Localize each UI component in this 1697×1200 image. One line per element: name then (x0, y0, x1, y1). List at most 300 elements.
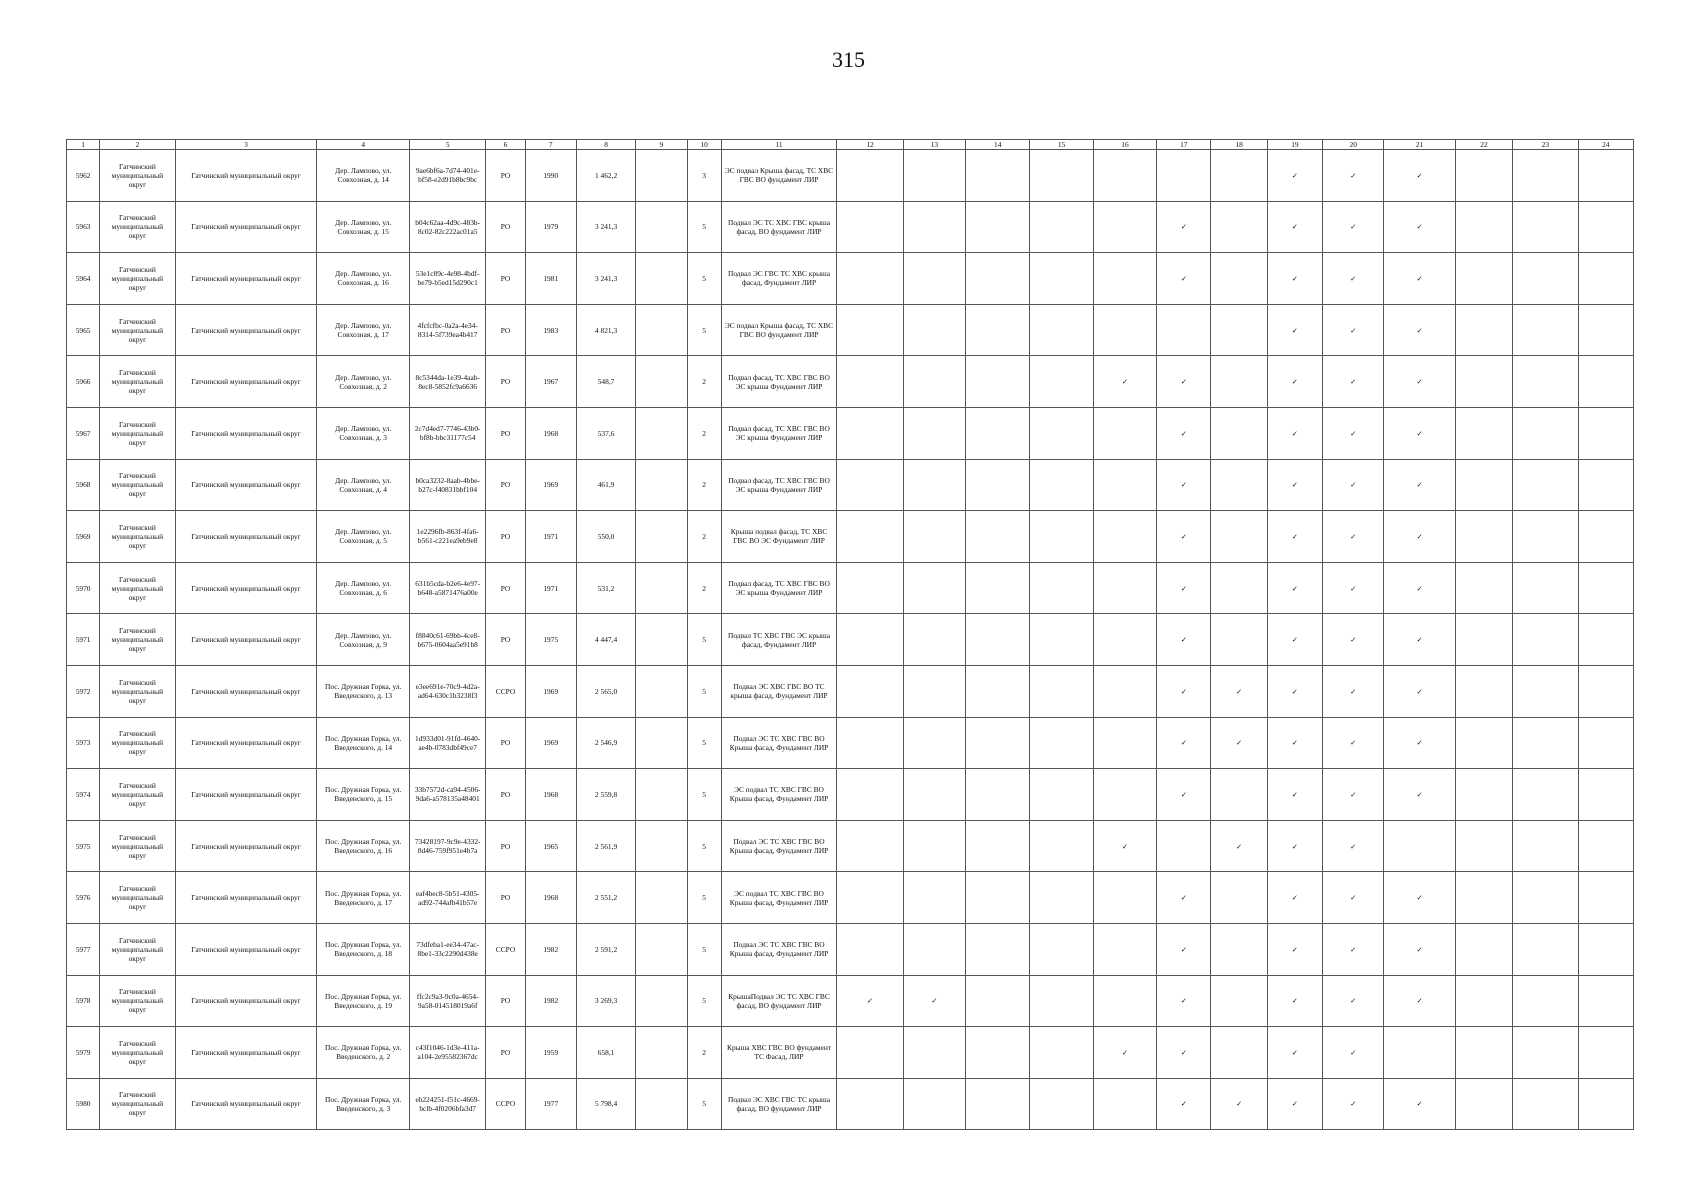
check-16: ✓ (1093, 820, 1156, 872)
col-15 (1030, 562, 1093, 614)
check-20: ✓ (1323, 923, 1384, 975)
floors: 5 (687, 872, 721, 924)
column-header-8: 8 (576, 140, 635, 150)
col-22 (1455, 304, 1512, 356)
area: 537,6 (576, 407, 635, 459)
check-18 (1211, 201, 1267, 253)
district: Гатчинский муниципальный округ (100, 253, 175, 305)
area: 4 821,3 (576, 304, 635, 356)
check-16 (1093, 562, 1156, 614)
works-list: Подвал ЭС ХВС ГВС ВО ТС крыша фасад, Фундамент ЛИР (721, 665, 837, 717)
address: Пос. Дружная Горка, ул. Введенского, д. 13 (317, 665, 410, 717)
check-20: ✓ (1323, 820, 1384, 872)
management-type: РО (486, 304, 525, 356)
col-24 (1578, 769, 1633, 821)
management-type: РО (486, 459, 525, 511)
area: 5 798,4 (576, 1078, 635, 1130)
col-22 (1455, 820, 1512, 872)
address: Дер. Лампово, ул. Совхозная, д. 6 (317, 562, 410, 614)
build-year: 1968 (525, 769, 576, 821)
col-15 (1030, 769, 1093, 821)
check-21: ✓ (1384, 1078, 1455, 1130)
address: Пос. Дружная Горка, ул. Введенского, д. 17 (317, 872, 410, 924)
floors: 2 (687, 562, 721, 614)
column-header-10: 10 (687, 140, 721, 150)
municipality: Гатчинский муниципальный округ (175, 820, 317, 872)
address: Дер. Лампово, ул. Совхозная, д. 3 (317, 407, 410, 459)
col-9 (636, 562, 687, 614)
check-17: ✓ (1157, 459, 1211, 511)
col-24 (1578, 356, 1633, 408)
table-header (67, 140, 1634, 150)
building-guid: 8c5344da-1e39-4aab-8ec8-5852fc9a6636 (409, 356, 485, 408)
management-type: РО (486, 1027, 525, 1079)
building-guid: 33b7572d-ca94-4506-9da6-a578135a48401 (409, 769, 485, 821)
check-20: ✓ (1323, 304, 1384, 356)
check-21: ✓ (1384, 665, 1455, 717)
check-12 (837, 150, 903, 202)
col-23 (1513, 923, 1578, 975)
building-guid: 53e1c89c-4e98-4bdf-be79-b5ed15d290c1 (409, 253, 485, 305)
check-17: ✓ (1157, 923, 1211, 975)
check-19: ✓ (1267, 872, 1322, 924)
check-18 (1211, 407, 1267, 459)
works-list: Крыша подвал фасад, ТС ХВС ГВС ВО ЭС Фундамент ЛИР (721, 511, 837, 563)
column-header-21: 21 (1384, 140, 1455, 150)
column-header-11: 11 (721, 140, 837, 150)
col-9 (636, 820, 687, 872)
col-15 (1030, 923, 1093, 975)
district: Гатчинский муниципальный округ (100, 1027, 175, 1079)
column-header-19: 19 (1267, 140, 1322, 150)
build-year: 1959 (525, 1027, 576, 1079)
district: Гатчинский муниципальный округ (100, 872, 175, 924)
works-list: ЭС подвал ТС ХВС ГВС ВО Крыша фасад, Фундамент ЛИР (721, 872, 837, 924)
check-19: ✓ (1267, 975, 1322, 1027)
check-18 (1211, 150, 1267, 202)
column-header-6: 6 (486, 140, 525, 150)
col-22 (1455, 614, 1512, 666)
check-17 (1157, 150, 1211, 202)
floors: 5 (687, 820, 721, 872)
check-20: ✓ (1323, 511, 1384, 563)
col-24 (1578, 872, 1633, 924)
check-19: ✓ (1267, 150, 1322, 202)
table-row (67, 459, 1634, 511)
column-header-17: 17 (1157, 140, 1211, 150)
col-15 (1030, 511, 1093, 563)
building-guid: 631b5cda-b2e6-4e97-b648-a5871476a00e (409, 562, 485, 614)
municipality: Гатчинский муниципальный округ (175, 1027, 317, 1079)
works-list: Подвал фасад, ТС ХВС ГВС ВО ЭС крыша Фундамент ЛИР (721, 459, 837, 511)
build-year: 1971 (525, 562, 576, 614)
col-15 (1030, 975, 1093, 1027)
works-list: Подвал ТС ХВС ГВС ЭС крыша фасад, Фундамент ЛИР (721, 614, 837, 666)
col-24 (1578, 459, 1633, 511)
row-number: 5962 (67, 150, 100, 202)
check-17: ✓ (1157, 201, 1211, 253)
district: Гатчинский муниципальный округ (100, 201, 175, 253)
table-row (67, 253, 1634, 305)
col-15 (1030, 665, 1093, 717)
table-row (67, 975, 1634, 1027)
area: 3 241,3 (576, 201, 635, 253)
row-number: 5969 (67, 511, 100, 563)
check-21: ✓ (1384, 511, 1455, 563)
check-17: ✓ (1157, 614, 1211, 666)
check-16 (1093, 872, 1156, 924)
check-16 (1093, 1078, 1156, 1130)
address: Дер. Лампово, ул. Совхозная, д. 2 (317, 356, 410, 408)
col-23 (1513, 562, 1578, 614)
check-18 (1211, 975, 1267, 1027)
row-number: 5978 (67, 975, 100, 1027)
check-17: ✓ (1157, 872, 1211, 924)
management-type: РО (486, 201, 525, 253)
municipality: Гатчинский муниципальный округ (175, 150, 317, 202)
floors: 5 (687, 923, 721, 975)
table-row (67, 150, 1634, 202)
district: Гатчинский муниципальный округ (100, 407, 175, 459)
municipality: Гатчинский муниципальный округ (175, 562, 317, 614)
check-20: ✓ (1323, 459, 1384, 511)
col-14 (966, 769, 1030, 821)
works-list: ЭС подвал Крыша фасад, ТС ХВС ГВС ВО фундамент ЛИР (721, 304, 837, 356)
management-type: РО (486, 562, 525, 614)
municipality: Гатчинский муниципальный округ (175, 872, 317, 924)
build-year: 1981 (525, 253, 576, 305)
row-number: 5971 (67, 614, 100, 666)
address: Дер. Лампово, ул. Совхозная, д. 17 (317, 304, 410, 356)
col-9 (636, 356, 687, 408)
check-20: ✓ (1323, 1078, 1384, 1130)
build-year: 1990 (525, 150, 576, 202)
col-9 (636, 201, 687, 253)
check-19: ✓ (1267, 1027, 1322, 1079)
col-23 (1513, 304, 1578, 356)
col-15 (1030, 304, 1093, 356)
building-guid: 1e2296fb-863f-4fa6-b561-c221ea9eb9e8 (409, 511, 485, 563)
check-16 (1093, 975, 1156, 1027)
col-22 (1455, 1078, 1512, 1130)
check-18 (1211, 1027, 1267, 1079)
check-20: ✓ (1323, 562, 1384, 614)
page-number: 315 (832, 47, 865, 72)
check-19: ✓ (1267, 304, 1322, 356)
area: 2 546,9 (576, 717, 635, 769)
table-row (67, 304, 1634, 356)
check-17: ✓ (1157, 407, 1211, 459)
check-21: ✓ (1384, 150, 1455, 202)
municipality: Гатчинский муниципальный округ (175, 717, 317, 769)
management-type: РО (486, 872, 525, 924)
works-list: КрышаПодвал ЭС ТС ХВС ГВС фасад, ВО фундамент ЛИР (721, 975, 837, 1027)
district: Гатчинский муниципальный округ (100, 975, 175, 1027)
management-type: РО (486, 407, 525, 459)
check-20: ✓ (1323, 769, 1384, 821)
check-21: ✓ (1384, 459, 1455, 511)
col-14 (966, 872, 1030, 924)
check-13 (903, 717, 965, 769)
management-type: РО (486, 820, 525, 872)
check-19: ✓ (1267, 356, 1322, 408)
col-22 (1455, 923, 1512, 975)
management-type: РО (486, 356, 525, 408)
check-17: ✓ (1157, 562, 1211, 614)
col-23 (1513, 150, 1578, 202)
area: 2 551,2 (576, 872, 635, 924)
management-type: РО (486, 253, 525, 305)
works-list: ЭС подвал Крыша фасад, ТС ХВС ГВС ВО фундамент ЛИР (721, 150, 837, 202)
col-22 (1455, 562, 1512, 614)
management-type: РО (486, 614, 525, 666)
check-18 (1211, 356, 1267, 408)
municipality: Гатчинский муниципальный округ (175, 356, 317, 408)
check-16 (1093, 769, 1156, 821)
address: Пос. Дружная Горка, ул. Введенского, д. 2 (317, 1027, 410, 1079)
check-13 (903, 253, 965, 305)
check-17: ✓ (1157, 665, 1211, 717)
building-guid: 2c7d4ed7-7746-43b0-bf8b-bbc31177c54 (409, 407, 485, 459)
col-22 (1455, 356, 1512, 408)
district: Гатчинский муниципальный округ (100, 923, 175, 975)
check-20: ✓ (1323, 356, 1384, 408)
check-16: ✓ (1093, 356, 1156, 408)
build-year: 1971 (525, 511, 576, 563)
district: Гатчинский муниципальный округ (100, 717, 175, 769)
column-header-14: 14 (966, 140, 1030, 150)
check-17: ✓ (1157, 253, 1211, 305)
check-13 (903, 614, 965, 666)
col-14 (966, 150, 1030, 202)
building-guid: b04c62aa-4d9c-483b-8c02-82c222ac01a5 (409, 201, 485, 253)
check-21: ✓ (1384, 407, 1455, 459)
district: Гатчинский муниципальный округ (100, 150, 175, 202)
building-guid: 4fcfcfbc-0a2a-4e34-8314-5f739ea4b417 (409, 304, 485, 356)
check-17 (1157, 820, 1211, 872)
row-number: 5970 (67, 562, 100, 614)
area: 461,9 (576, 459, 635, 511)
row-number: 5979 (67, 1027, 100, 1079)
building-guid: b0ca3232-8aab-4bbe-b27c-f40831bbf104 (409, 459, 485, 511)
check-18 (1211, 511, 1267, 563)
area: 2 591,2 (576, 923, 635, 975)
col-24 (1578, 717, 1633, 769)
col-15 (1030, 253, 1093, 305)
col-22 (1455, 872, 1512, 924)
build-year: 1983 (525, 304, 576, 356)
check-21: ✓ (1384, 356, 1455, 408)
municipality: Гатчинский муниципальный округ (175, 769, 317, 821)
table-row (67, 665, 1634, 717)
check-21: ✓ (1384, 201, 1455, 253)
check-12 (837, 769, 903, 821)
build-year: 1979 (525, 201, 576, 253)
col-9 (636, 511, 687, 563)
col-14 (966, 356, 1030, 408)
building-guid: e3ee691e-70c9-4d2a-ad64-630c1b3238f3 (409, 665, 485, 717)
col-14 (966, 1027, 1030, 1079)
check-16 (1093, 459, 1156, 511)
floors: 5 (687, 665, 721, 717)
check-19: ✓ (1267, 1078, 1322, 1130)
check-12 (837, 511, 903, 563)
col-24 (1578, 253, 1633, 305)
col-22 (1455, 201, 1512, 253)
row-number: 5965 (67, 304, 100, 356)
check-19: ✓ (1267, 562, 1322, 614)
col-24 (1578, 511, 1633, 563)
table-row (67, 1078, 1634, 1130)
check-17: ✓ (1157, 1027, 1211, 1079)
check-21: ✓ (1384, 304, 1455, 356)
col-14 (966, 459, 1030, 511)
check-21: ✓ (1384, 717, 1455, 769)
check-13 (903, 407, 965, 459)
works-list: Подвал фасад, ТС ХВС ГВС ВО ЭС крыша Фундамент ЛИР (721, 562, 837, 614)
col-9 (636, 614, 687, 666)
municipality: Гатчинский муниципальный округ (175, 614, 317, 666)
col-23 (1513, 1078, 1578, 1130)
col-23 (1513, 407, 1578, 459)
check-20: ✓ (1323, 614, 1384, 666)
building-guid: eb224251-f51c-4669-bclb-4f0206bfa3d7 (409, 1078, 485, 1130)
check-13 (903, 1078, 965, 1130)
floors: 2 (687, 356, 721, 408)
check-12 (837, 253, 903, 305)
table-row (67, 717, 1634, 769)
housing-registry-table (66, 139, 1634, 1130)
check-12 (837, 1078, 903, 1130)
row-number: 5972 (67, 665, 100, 717)
col-23 (1513, 975, 1578, 1027)
area: 1 462,2 (576, 150, 635, 202)
check-13 (903, 1027, 965, 1079)
col-9 (636, 769, 687, 821)
management-type: РО (486, 717, 525, 769)
col-14 (966, 1078, 1030, 1130)
district: Гатчинский муниципальный округ (100, 304, 175, 356)
address: Пос. Дружная Горка, ул. Введенского, д. 14 (317, 717, 410, 769)
col-23 (1513, 356, 1578, 408)
municipality: Гатчинский муниципальный округ (175, 975, 317, 1027)
build-year: 1965 (525, 820, 576, 872)
district: Гатчинский муниципальный округ (100, 614, 175, 666)
col-15 (1030, 407, 1093, 459)
check-13 (903, 665, 965, 717)
col-22 (1455, 511, 1512, 563)
municipality: Гатчинский муниципальный округ (175, 201, 317, 253)
row-number: 5966 (67, 356, 100, 408)
col-23 (1513, 614, 1578, 666)
check-21 (1384, 820, 1455, 872)
col-14 (966, 511, 1030, 563)
col-24 (1578, 923, 1633, 975)
col-23 (1513, 253, 1578, 305)
build-year: 1975 (525, 614, 576, 666)
check-16 (1093, 253, 1156, 305)
check-21: ✓ (1384, 253, 1455, 305)
col-23 (1513, 717, 1578, 769)
check-16 (1093, 150, 1156, 202)
works-list: Подвал ЭС ХВС ГВС ТС крыша фасад, ВО фундамент ЛИР (721, 1078, 837, 1130)
management-type: ССРО (486, 923, 525, 975)
building-guid: ffc2c9a3-9c0a-4654-9a58-014518019a6f (409, 975, 485, 1027)
col-14 (966, 253, 1030, 305)
district: Гатчинский муниципальный округ (100, 665, 175, 717)
build-year: 1969 (525, 717, 576, 769)
table-row (67, 356, 1634, 408)
district: Гатчинский муниципальный округ (100, 769, 175, 821)
col-14 (966, 407, 1030, 459)
col-22 (1455, 459, 1512, 511)
management-type: ССРО (486, 1078, 525, 1130)
col-23 (1513, 872, 1578, 924)
column-header-5: 5 (409, 140, 485, 150)
check-19: ✓ (1267, 459, 1322, 511)
check-13: ✓ (903, 975, 965, 1027)
check-21: ✓ (1384, 872, 1455, 924)
row-number: 5964 (67, 253, 100, 305)
floors: 3 (687, 150, 721, 202)
col-9 (636, 253, 687, 305)
floors: 2 (687, 511, 721, 563)
check-21: ✓ (1384, 923, 1455, 975)
area: 3 269,3 (576, 975, 635, 1027)
column-header-22: 22 (1455, 140, 1512, 150)
col-23 (1513, 820, 1578, 872)
floors: 2 (687, 1027, 721, 1079)
works-list: Подвал ЭС ТС ХВС ГВС ВО Крыша фасад, Фундамент ЛИР (721, 820, 837, 872)
check-12 (837, 820, 903, 872)
col-9 (636, 1027, 687, 1079)
col-9 (636, 717, 687, 769)
col-24 (1578, 407, 1633, 459)
building-guid: c43f1046-1d3e-411a-a104-2e95582367dc (409, 1027, 485, 1079)
check-19: ✓ (1267, 614, 1322, 666)
column-header-3: 3 (175, 140, 317, 150)
col-23 (1513, 1027, 1578, 1079)
check-20: ✓ (1323, 253, 1384, 305)
area: 4 447,4 (576, 614, 635, 666)
table-row (67, 614, 1634, 666)
building-guid: f8840c61-69bb-4ce8-b675-0604aa5e91b8 (409, 614, 485, 666)
check-21: ✓ (1384, 769, 1455, 821)
col-22 (1455, 253, 1512, 305)
check-16 (1093, 923, 1156, 975)
municipality: Гатчинский муниципальный округ (175, 923, 317, 975)
column-header-4: 4 (317, 140, 410, 150)
check-19: ✓ (1267, 407, 1322, 459)
check-18 (1211, 769, 1267, 821)
table-row (67, 407, 1634, 459)
col-14 (966, 562, 1030, 614)
check-19: ✓ (1267, 201, 1322, 253)
build-year: 1977 (525, 1078, 576, 1130)
check-18 (1211, 253, 1267, 305)
check-19: ✓ (1267, 820, 1322, 872)
col-9 (636, 872, 687, 924)
row-number: 5974 (67, 769, 100, 821)
check-18 (1211, 459, 1267, 511)
col-9 (636, 975, 687, 1027)
column-header-1: 1 (67, 140, 100, 150)
column-header-20: 20 (1323, 140, 1384, 150)
column-header-2: 2 (100, 140, 175, 150)
address: Пос. Дружная Горка, ул. Введенского, д. 18 (317, 923, 410, 975)
check-18: ✓ (1211, 820, 1267, 872)
check-16 (1093, 407, 1156, 459)
